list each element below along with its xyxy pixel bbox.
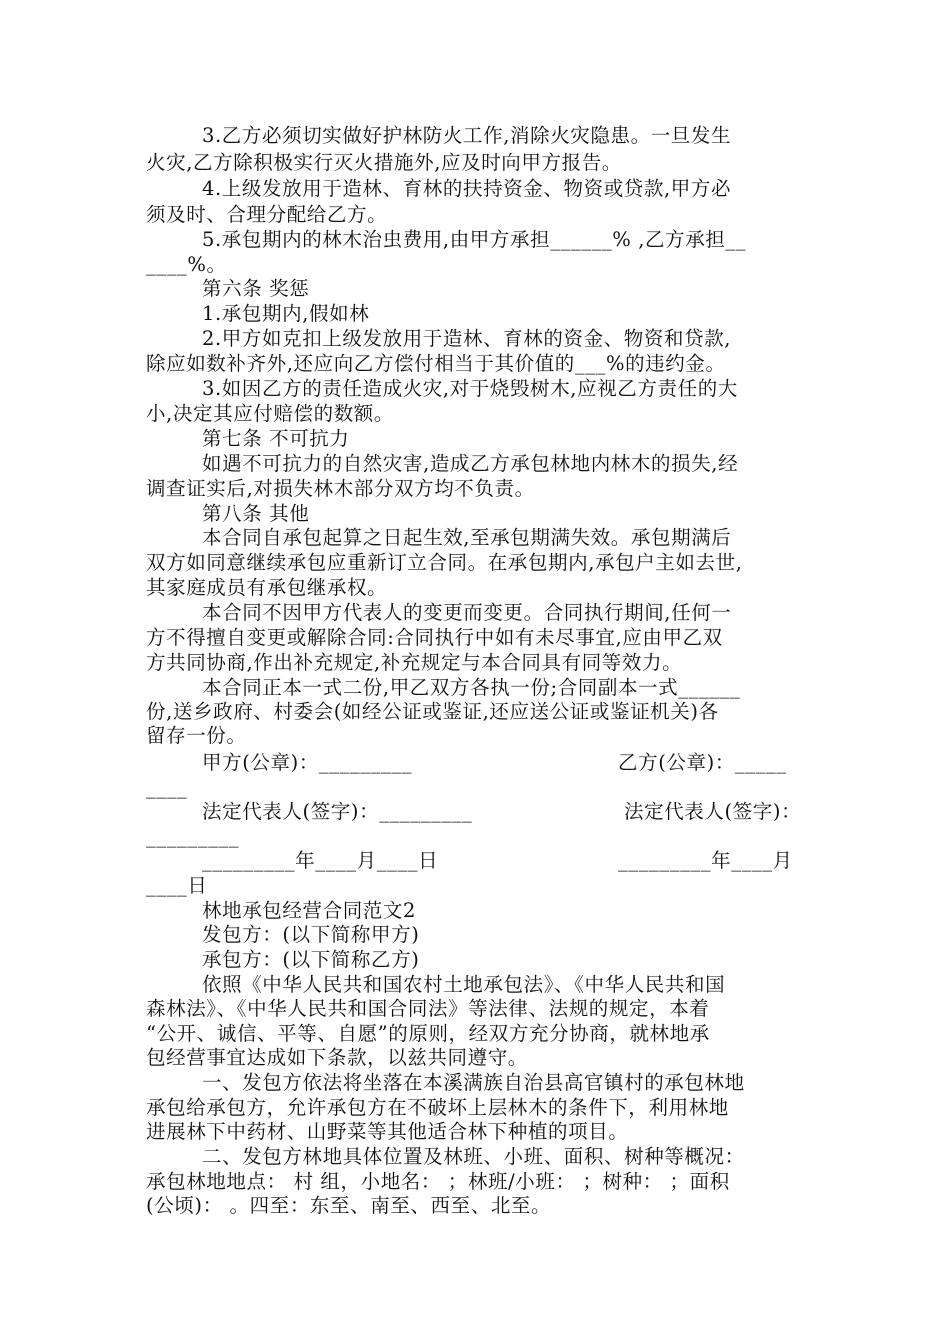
text-line: 发包方：(以下简称甲方) — [202, 923, 420, 946]
text-line: 方不得擅自变更或解除合同:合同执行中如有未尽事宜,应由甲乙双 — [146, 626, 723, 649]
text-line: “公开、诚信、平等、自愿”的原则，经双方充分协商，就林地承 — [146, 1022, 710, 1045]
text-line: 份,送乡政府、村委会(如经公证或鉴证,还应送公证或鉴证机关)各 — [146, 700, 719, 723]
text-line: 火灾,乙方除积极实行灭火措施外,应及时向甲方报告。 — [146, 151, 622, 174]
text-line: ____%。 — [146, 253, 227, 276]
text-line: 1.承包期内,假如林 — [202, 302, 370, 325]
text-line: 承包给承包方，允许承包方在不破坏上层林木的条件下，利用林地 — [146, 1096, 729, 1119]
party-b-date-continued: ____日 — [146, 874, 208, 897]
text-line: 5.承包期内的林木治虫费用,由甲方承担______% ,乙方承担__ — [202, 228, 747, 251]
text-line: 二、发包方林地具体位置及林班、小班、面积、树种等概况： — [202, 1145, 745, 1168]
text-line: 本合同不因甲方代表人的变更而变更。合同执行期间,任何一 — [202, 601, 732, 624]
text-line: 依照《中华人民共和国农村土地承包法》、《中华人民共和国 — [202, 973, 726, 996]
text-line: 承包方：(以下简称乙方) — [202, 948, 420, 971]
party-a-date: _________年____月____日 — [202, 849, 439, 872]
text-line: 包经营事宜达成如下条款，以兹共同遵守。 — [146, 1046, 528, 1069]
party-b-date: _________年____月 — [618, 849, 793, 872]
section-heading: 第七条 不可抗力 — [202, 427, 350, 450]
text-line: 其家庭成员有承包继承权。 — [146, 576, 388, 599]
document-title: 林地承包经营合同范文2 — [202, 899, 417, 922]
text-line: 调查证实后,对损失林木部分双方均不负责。 — [146, 477, 535, 500]
party-a-seal: 甲方(公章)：_________ — [202, 751, 413, 774]
text-line: 本合同自承包起算之日起生效,至承包期满失效。承包期满后 — [202, 526, 732, 549]
section-heading: 第八条 其他 — [202, 502, 310, 525]
party-b-representative: 法定代表人(签字)： — [624, 800, 802, 823]
text-line: 除应如数补齐外,还应向乙方偿付相当于其价值的___%的违约金。 — [146, 352, 726, 375]
text-line: 双方如同意继续承包应重新订立合同。在承包期内,承包户主如去世, — [146, 551, 743, 574]
text-line: 4.上级发放用于造林、育林的扶持资金、物资或贷款,甲方必 — [202, 177, 732, 200]
text-line: 须及时、合理分配给乙方。 — [146, 203, 388, 226]
text-line: 本合同正本一式二份,甲乙双方各执一份;合同副本一式______ — [202, 676, 741, 699]
party-b-seal: 乙方(公章)：_____ — [618, 751, 787, 774]
text-line: 小,决定其应付赔偿的数额。 — [146, 402, 394, 425]
text-line: 一、发包方依法将坐落在本溪满族自治县高官镇村的承包林地 — [202, 1071, 745, 1094]
text-line: 承包林地地点： 村 组，小地名： ；林班/小班： ；树种： ；面积 — [146, 1170, 730, 1193]
text-line: 进展林下中药材、山野菜等其他适合林下种植的项目。 — [146, 1120, 629, 1143]
text-line: 留存一份。 — [146, 724, 247, 747]
section-heading: 第六条 奖惩 — [202, 277, 310, 300]
text-line: 2.甲方如克扣上级发放用于造林、育林的资金、物资和贷款, — [202, 327, 732, 350]
text-line: 如遇不可抗力的自然灾害,造成乙方承包林地内林木的损失,经 — [202, 452, 739, 475]
party-b-seal-continued: ____ — [146, 776, 188, 799]
text-line: 3.如因乙方的责任造成火灾,对于烧毁树木,应视乙方责任的大 — [202, 377, 738, 400]
text-line: (公顷)： 。四至：东至、南至、西至、北至。 — [146, 1194, 552, 1217]
party-a-representative: 法定代表人(签字)：_________ — [202, 800, 473, 823]
text-line: 方共同协商,作出补充规定,补充规定与本合同具有同等效力。 — [146, 651, 683, 674]
text-line: 森林法》、《中华人民共和国合同法》等法律、法规的规定，本着 — [146, 997, 710, 1020]
party-b-representative-continued: _________ — [146, 825, 240, 848]
text-line: 3.乙方必须切实做好护林防火工作,消除火灾隐患。一旦发生 — [202, 124, 732, 147]
